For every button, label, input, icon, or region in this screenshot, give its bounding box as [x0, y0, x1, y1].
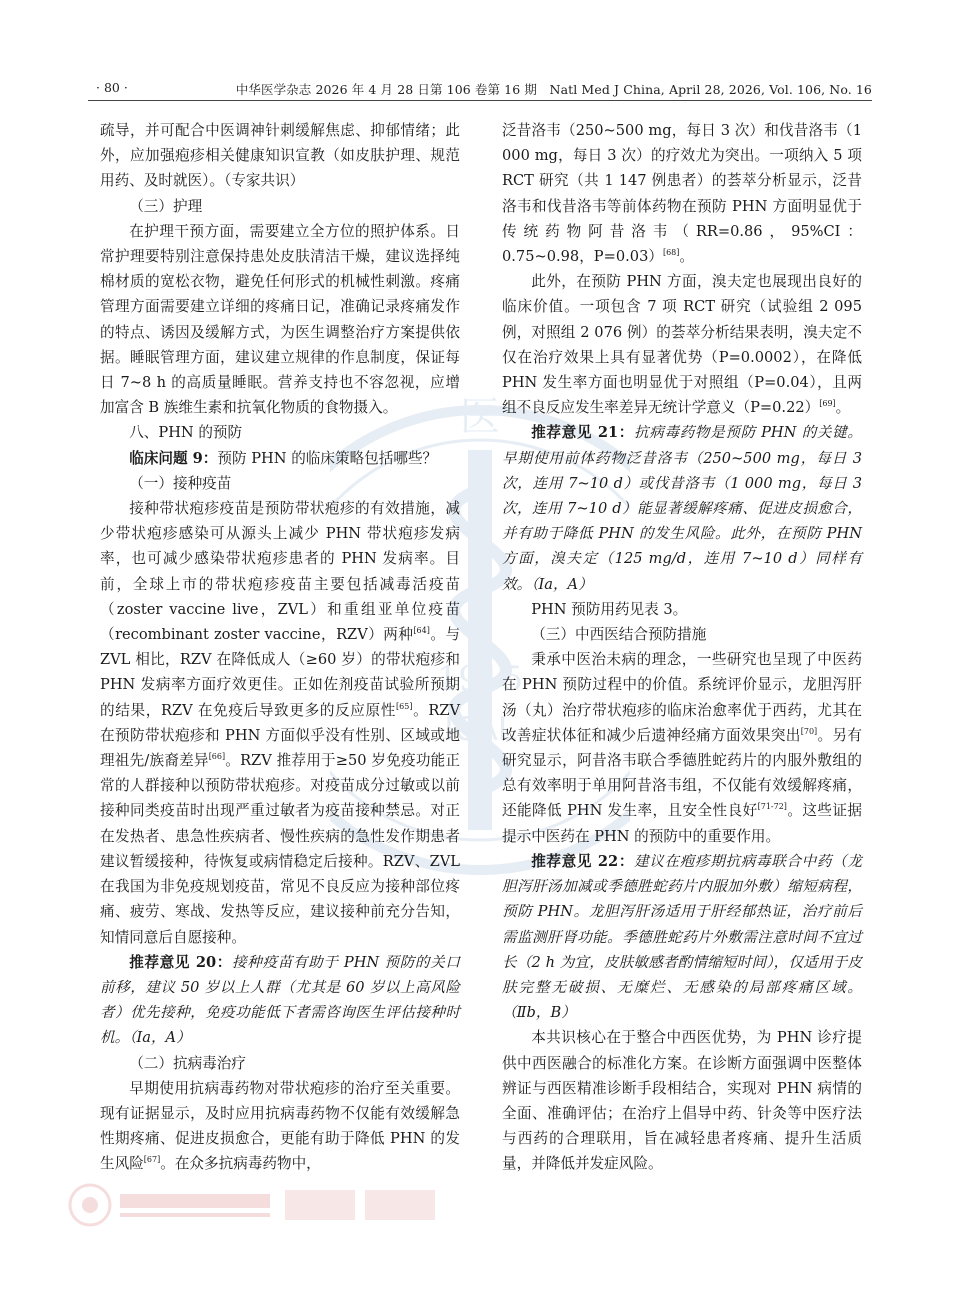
recommendation-label: 推荐意见 22： — [531, 852, 635, 870]
watermark-year: 1915 — [436, 659, 524, 699]
clinical-question — [100, 446, 460, 471]
citation: [65] — [396, 701, 413, 711]
citation: [68] — [662, 248, 680, 258]
citation: [67] — [143, 1155, 161, 1165]
citation: [69] — [819, 399, 836, 409]
section-heading: （二）抗病毒治疗 — [129, 1054, 246, 1072]
clinical-question-text: 预防 PHN 的临床策略包括哪些？ — [217, 449, 438, 467]
section-heading: （三）中西医结合预防措施 — [531, 626, 707, 644]
clinical-question-label: 临床问题 9： — [129, 449, 218, 467]
recommendation — [502, 420, 862, 596]
paragraph: 本共识核心在于整合中西医优势，为 PHN 诊疗提供中西医融合的标准化方案。在诊断方面强调中医整体辨证与西医精准诊断手段相结合，实现对 PHN 病情的全面、准确评估；在治疗上倡导中药、针灸等中医疗法与西药的合理联用，旨在减轻患者疼痛、提升生活质量，并降低并发症风险。 — [502, 1029, 862, 1173]
recommendation-text: 抗病毒药物是预防 PHN 的关键。早期使用前体药物泛昔洛韦（250~500 mg，每日 3 次，连用 7~10 d）或伐昔洛韦（1 000 mg，每日 3 次，连用 7~10 d）能显著缓解疼痛、促进皮损愈合，并有助于降低 PHN 的发生风险。此外，在预防 PHN 方面，溴夫定（125 mg/d，连用 7~10 d）同样有效。（Ia，A） — [502, 424, 862, 593]
citation: [64] — [413, 626, 430, 636]
journal-citation: 中华医学杂志 2026 年 4 月 28 日第 106 卷第 16 期 Natl Med J China, April 28, 2026, Vol. 106, No. 16 — [235, 82, 872, 97]
paragraph: 疏导，并可配合中医调神针刺缓解焦虑、抑郁情绪；此外，应加强疱疹相关健康知识宣教（如皮肤护理、规范用药、及时就医）。（专家共识） — [100, 122, 460, 190]
publisher-logo-watermark — [60, 1180, 440, 1230]
section-heading: （三）护理 — [129, 197, 203, 215]
section-heading: 八、PHN 的预防 — [129, 424, 243, 442]
section-heading: （一）接种疫苗 — [129, 474, 232, 492]
page-number: · 80 · — [96, 80, 128, 95]
header-rule — [88, 100, 872, 101]
recommendation — [100, 950, 460, 1051]
recommendation-text: 接种疫苗有助于 PHN 预防的关口前移，建议 50 岁以上人群（尤其是 60 岁以上高风险者）优先接种，免疫功能低下者需咨询医生评估接种时机。（Ia，A） — [100, 953, 460, 1047]
watermark-char: 医 — [460, 394, 500, 440]
right-column — [502, 118, 862, 1177]
citation: [70] — [800, 727, 818, 737]
recommendation — [502, 849, 862, 1025]
citation: [66] — [208, 752, 226, 762]
paragraph: 泛昔洛韦（250~500 mg，每日 3 次）和伐昔洛韦（1 000 mg，每日 3 次）的疗效尤为突出。一项纳入 5 项 RCT 研究（共 1 147 例患者）的荟萃分析显示，泛昔洛韦和伐昔洛韦等前体药物在预防 PHN 方面明显优于传统药物阿昔洛韦（RR=0.86，95%CI：0.75~0.98，P=0.03）[68]。 — [502, 122, 862, 266]
paragraph: 此外，在预防 PHN 方面，溴夫定也展现出良好的临床价值。一项包含 7 项 RCT 研究（试验组 2 095 例，对照组 2 076 例）的荟萃分析结果表明，溴夫定不仅在治疗效果上具有显著优势（P=0.0002），在降低 PHN 发生率方面也明显优于对照组（P=0.04），且两组不良反应发生率差异无统计学意义（P=0.22）[69]。 — [502, 273, 862, 417]
recommendation-label: 推荐意见 21： — [531, 424, 634, 442]
paragraph: 接种带状疱疹疫苗是预防带状疱疹的有效措施，减少带状疱疹感染可从源头上减少 PHN 带状疱疹发病率，也可减少感染带状疱疹患者的 PHN 发病率。目前，全球上市的带状疱疹疫苗主要包括减毒活疫苗（zoster vaccine live，ZVL）和重组亚单位疫苗（recombinant zoster vaccine，RZV）两种[64]。与 ZVL 相比，RZV 在降低成人（≥60 岁）的带状疱疹和 PHN 发病率方面疗效更佳。正如佐剂疫苗试验所预期的结果，RZV 在免疫后导致更多的反应原性[65]。RZV 在预防带状疱疹和 PHN 方面似乎没有性别、区域或地理祖先/族裔差异[66]。RZV 推荐用于≥50 岁免疫功能正常的人群接种以预防带状疱疹。对疫苗成分过敏或以前接种同类疫苗时出现严重过敏者为疫苗接种禁忌。对正在发热者、患急性疾病者、慢性疾病的急性发作期患者建议暂缓接种，待恢复或病情稳定后接种。RZV、ZVL 在我国为非免疫规划疫苗，常见不良反应为接种部位疼痛、疲劳、寒战、发热等反应，建议接种前充分告知，知情同意后自愿接种。 — [100, 500, 461, 946]
citation: [71-72] — [757, 802, 787, 812]
table-reference: PHN 预防用药见表 3。 — [531, 600, 688, 618]
watermark-ical: ICAL — [444, 710, 516, 748]
paragraph: 早期使用抗病毒药物对带状疱疹的治疗至关重要。现有证据显示，及时应用抗病毒药物不仅能有效缓解急性期疼痛、促进皮损愈合，更能有助于降低 PHN 的发生风险[67]。在众多抗病毒药物中， — [100, 1079, 460, 1173]
running-header — [88, 76, 872, 98]
left-column — [100, 118, 460, 1177]
paragraph: 秉承中医治未病的理念，一些研究也呈现了中医药在 PHN 预防过程中的价值。系统评价显示，龙胆泻肝汤（丸）治疗带状疱疹的临床治愈率优于西药，尤其在改善症状体征和减少后遗神经痛方面效果突出[70]。另有研究显示，阿昔洛韦联合季德胜蛇药片的内服外敷组的总有效率明于单用阿昔洛韦组，不仅能有效缓解疼痛，还能降低 PHN 发生率，且安全性良好[71-72]。这些证据提示中医药在 PHN 的预防中的重要作用。 — [502, 651, 862, 845]
recommendation-text: 建议在疱疹期抗病毒联合中药（龙胆泻肝汤加减或季德胜蛇药片内服加外敷）缩短病程，预防 PHN。龙胆泻肝汤适用于肝经郁热证，治疗前后需监测肝肾功能。季德胜蛇药片外敷需注意时间不宜过长（2 h 为宜，皮肤敏感者酌情缩短时间），仅适用于皮肤完整无破损、无糜烂、无感染的局部疼痛区域。（Ⅱb，B） — [502, 852, 862, 1022]
paragraph: 在护理干预方面，需要建立全方位的照护体系。日常护理要特别注意保持患处皮肤清洁干燥，建议选择纯棉材质的宽松衣物，避免任何形式的机械性刺激。疼痛管理方面需要建立详细的疼痛日记，准确记录疼痛发作的特点、诱因及缓解方式，为医生调整治疗方案提供依据。睡眠管理方面，建议建立规律的作息制度，保证每日 7~8 h 的高质量睡眠。营养支持也不容忽视，应增加富含 B 族维生素和抗氧化物质的食物摄入。 — [100, 222, 460, 417]
recommendation-label: 推荐意见 20： — [129, 953, 232, 971]
